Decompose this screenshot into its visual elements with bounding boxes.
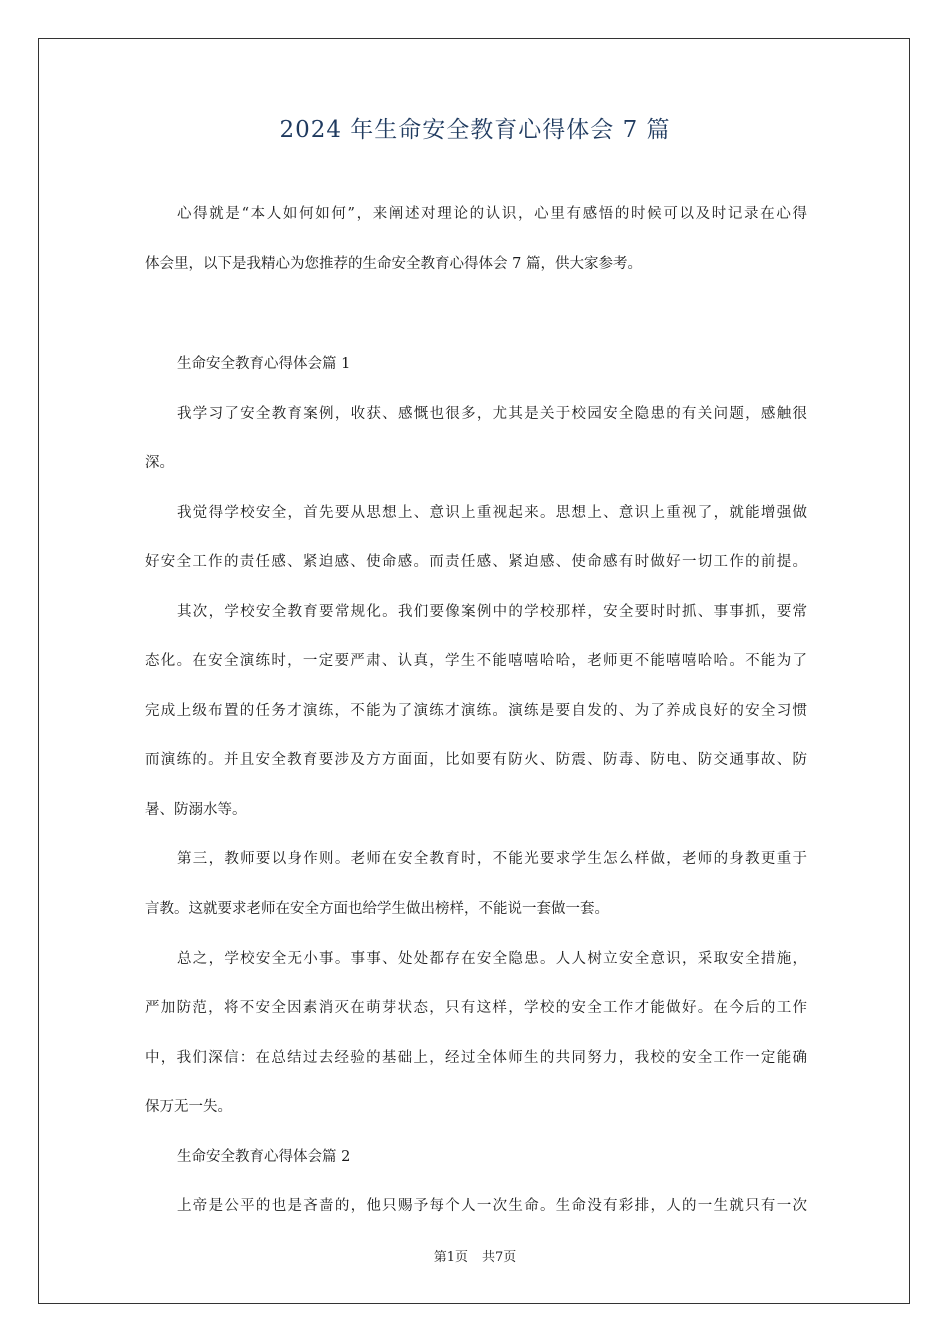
paragraph-line: 我觉得学校安全，首先要从思想上、意识上重视起来。思想上、意识上重视了，就能增强做 <box>177 505 807 521</box>
paragraph-line: 第三，教师要以身作则。老师在安全教育时，不能光要求学生怎么样做，老师的身教更重于 <box>177 851 807 867</box>
section-heading: 生命安全教育心得体会篇 2 <box>177 1149 351 1165</box>
paragraph-line: 总之，学校安全无小事。事事、处处都存在安全隐患。人人树立安全意识，采取安全措施， <box>177 951 807 967</box>
paragraph-line: 中，我们深信：在总结过去经验的基础上，经过全体师生的共同努力，我校的安全工作一定能确 <box>145 1050 807 1066</box>
paragraph-line: 我学习了安全教育案例，收获、感慨也很多，尤其是关于校园安全隐患的有关问题，感触很 <box>177 406 807 422</box>
paragraph-line: 态化。在安全演练时，一定要严肃、认真，学生不能嘻嘻哈哈，老师更不能嘻嘻哈哈。不能为了 <box>145 653 807 669</box>
paragraph-line: 严加防范，将不安全因素消灭在萌芽状态，只有这样，学校的安全工作才能做好。在今后的工作 <box>145 1000 807 1016</box>
paragraph-line: 体会里，以下是我精心为您推荐的生命安全教育心得体会 7 篇，供大家参考。 <box>145 256 642 272</box>
paragraph-line: 而演练的。并且安全教育要涉及方方面面，比如要有防火、防震、防毒、防电、防交通事故、防 <box>145 752 807 768</box>
paragraph-line: 完成上级布置的任务才演练，不能为了演练才演练。演练是要自发的、为了养成良好的安全习惯 <box>145 703 807 719</box>
page-footer <box>0 1248 950 1268</box>
paragraph-line: 好安全工作的责任感、紧迫感、使命感。而责任感、紧迫感、使命感有时做好一切工作的前提。 <box>145 554 807 570</box>
section-heading: 生命安全教育心得体会篇 1 <box>177 356 351 372</box>
paragraph-line: 心得就是“本人如何如何”，来阐述对理论的认识，心里有感悟的时候可以及时记录在心得 <box>177 206 807 222</box>
paragraph-line: 暑、防溺水等。 <box>145 802 247 818</box>
page-number: 第1页 <box>433 1250 468 1265</box>
paragraph-line: 其次，学校安全教育要常规化。我们要像案例中的学校那样，安全要时时抓、事事抓，要常 <box>177 604 807 620</box>
document-title: 2024 年生命安全教育心得体会 7 篇 <box>279 117 671 143</box>
page-total: 共7页 <box>482 1250 517 1265</box>
paragraph-line: 保万无一失。 <box>145 1099 232 1115</box>
paragraph-line: 上帝是公平的也是吝啬的，他只赐予每个人一次生命。生命没有彩排，人的一生就只有一次 <box>177 1198 807 1214</box>
paragraph-line: 言教。这就要求老师在安全方面也给学生做出榜样，不能说一套做一套。 <box>145 901 609 917</box>
paragraph-line: 深。 <box>145 455 174 471</box>
